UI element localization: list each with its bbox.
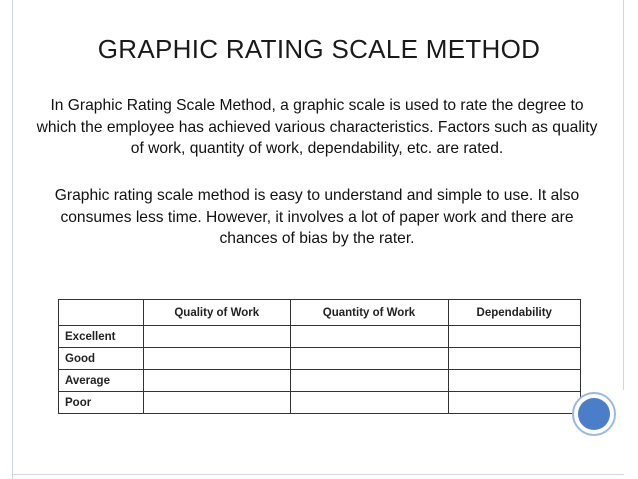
slide-corner-circle-icon [570,390,618,438]
table-cell [290,326,448,348]
table-row [59,392,581,414]
paragraph-evaluation: Graphic rating scale method is easy to understand and simple to use. It also consumes less time. However, it involves a lot of paper work and there are chances of bias by the rater. [54,187,580,247]
slide-title: GRAPHIC RATING SCALE METHOD [97,34,541,64]
table-cell [144,370,291,392]
paragraph-definition: In Graphic Rating Scale Method, a graphic scale is used to rate the degree to which the employee has achieved various characteristics. Factors such as quality of work, quantity of work, dependability, etc. are rated. [36,97,598,157]
column-header: Dependability [448,300,581,326]
row-label: Average [59,370,144,392]
table-header-row [59,300,581,326]
row-label: Excellent [59,326,144,348]
table-cell [290,392,448,414]
table-row [59,326,581,348]
column-header: Quantity of Work [290,300,448,326]
rating-scale-table [58,299,581,414]
slide-frame-bottom [12,474,624,475]
table-cell [448,392,581,414]
table-cell [448,370,581,392]
table-cell [144,392,291,414]
slide-frame-left [12,0,13,479]
table-cell [144,348,291,370]
table-cell [448,348,581,370]
row-label: Poor [59,392,144,414]
table-row [59,370,581,392]
table-row [59,348,581,370]
table-corner-cell [59,300,144,326]
table-cell [290,370,448,392]
table-cell [144,326,291,348]
column-header: Quality of Work [144,300,291,326]
row-label: Good [59,348,144,370]
table-cell [290,348,448,370]
table-cell [448,326,581,348]
